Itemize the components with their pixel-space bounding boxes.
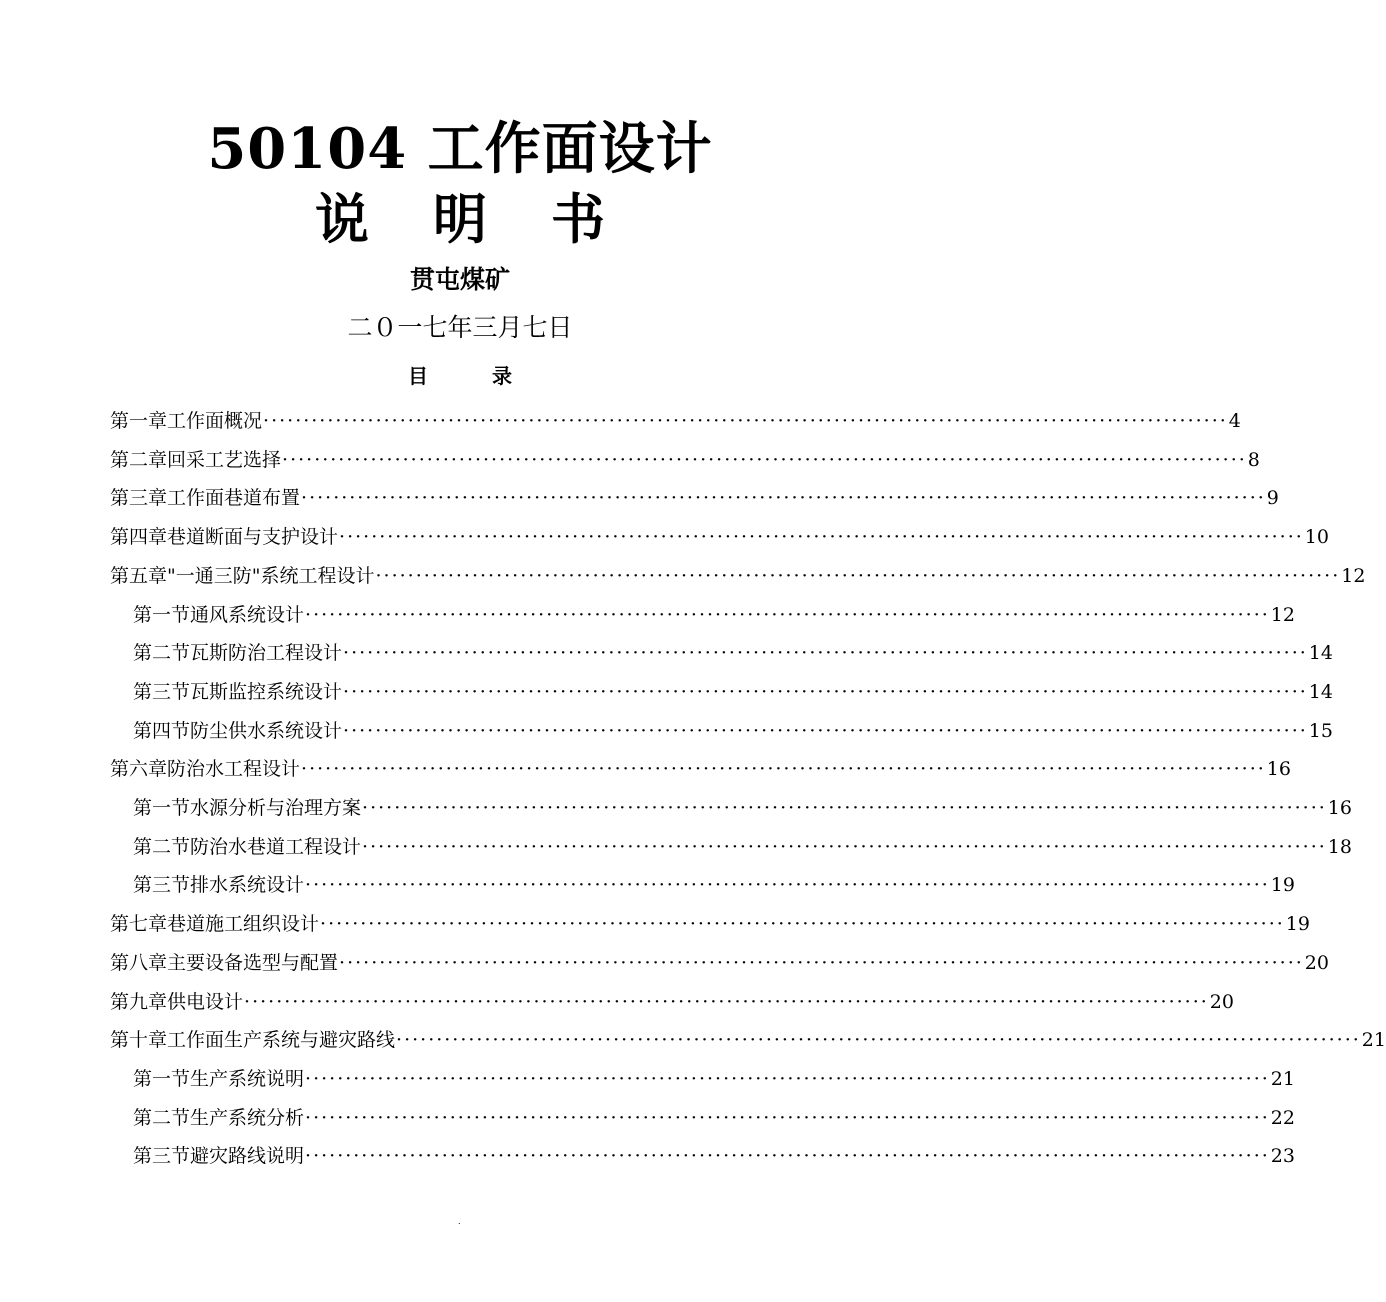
toc-entry-page: 15 [1308, 719, 1333, 742]
toc-chapter-entry[interactable] [110, 905, 1310, 943]
toc-chapter-entry[interactable] [110, 983, 1234, 1021]
toc-heading-char-1: 目 [408, 364, 428, 388]
toc-leader-dots: ························································································································ [343, 642, 1308, 665]
toc-leader-dots: ························································································································ [282, 448, 1247, 471]
toc-entry-number: 第五章 [110, 564, 168, 587]
toc-leader-dots: ························································································································ [362, 797, 1327, 819]
toc-leader-dots: ························································································································ [305, 603, 1270, 626]
toc-leader-dots: ························································································································ [320, 913, 1285, 936]
toc-entry-title: "一通三防"系统工程设计 [167, 564, 375, 587]
toc-entry-number: 第七章 [110, 913, 168, 936]
toc-entry-number: 第一章 [110, 410, 168, 432]
toc-leader-dots: ························································································································ [339, 526, 1304, 549]
toc-entry-number: 第二节 [133, 1106, 191, 1129]
toc-entry-title: 排水系统设计 [190, 874, 305, 897]
toc-entry-page: 21 [1361, 1029, 1386, 1052]
toc-leader-dots: ························································································································ [343, 719, 1308, 742]
subtitle-char-2: 明 [433, 187, 487, 251]
toc-section-entry[interactable] [133, 828, 1352, 866]
toc-entry-number: 第三节 [133, 1145, 191, 1168]
toc-leader-dots: ························································································································ [263, 410, 1228, 432]
toc-leader-dots: ························································································································ [396, 1029, 1361, 1052]
toc-entry-title: 回采工艺选择 [167, 448, 282, 471]
toc-entry-page: 19 [1285, 913, 1310, 936]
toc-section-entry[interactable] [133, 634, 1333, 672]
toc-chapter-entry[interactable] [110, 518, 1329, 556]
toc-entry-title: 巷道施工组织设计 [167, 913, 320, 936]
toc-section-entry[interactable] [133, 1060, 1295, 1098]
toc-leader-dots: ························································································································ [301, 487, 1266, 510]
toc-chapter-entry[interactable] [110, 1021, 1386, 1059]
toc-entry-page: 12 [1270, 603, 1295, 626]
toc-entry-page: 14 [1308, 680, 1333, 703]
toc-leader-dots: ························································································································ [305, 1067, 1270, 1090]
toc-entry-page: 16 [1266, 758, 1291, 781]
toc-entry-number: 第四章 [110, 526, 168, 549]
toc-chapter-entry[interactable] [110, 479, 1279, 517]
toc-leader-dots: ························································································································ [305, 1106, 1270, 1129]
toc-heading [0, 362, 920, 390]
toc-section-entry[interactable] [133, 1137, 1295, 1175]
document-date: 二０一七年三月七日 [347, 313, 573, 342]
toc-entry-title: 生产系统分析 [190, 1106, 305, 1129]
toc-entry-page: 20 [1304, 951, 1329, 974]
toc-entry-number: 第四节 [133, 719, 191, 742]
toc-entry-page: 16 [1327, 797, 1352, 819]
toc-entry-title: 水源分析与治理方案 [190, 797, 362, 819]
toc-chapter-entry[interactable] [110, 402, 1241, 440]
toc-heading-char-2: 录 [492, 364, 512, 388]
toc-entry-page: 9 [1266, 487, 1279, 510]
toc-entry-page: 4 [1228, 410, 1241, 432]
document-subtitle [0, 186, 920, 252]
toc-entry-title: 供电设计 [167, 990, 244, 1013]
toc-entry-number: 第二章 [110, 448, 168, 471]
document-title: 50104 工作面设计 [207, 116, 713, 182]
toc-entry-number: 第八章 [110, 951, 168, 974]
company-name: 贯屯煤矿 [409, 265, 510, 294]
toc-entry-number: 第二节 [133, 835, 191, 858]
toc-section-entry[interactable] [133, 789, 1352, 827]
toc-entry-page: 22 [1270, 1106, 1295, 1129]
toc-entry-title: 工作面生产系统与避灾路线 [167, 1029, 396, 1052]
toc-chapter-entry[interactable] [110, 441, 1260, 479]
toc-leader-dots: ························································································································ [339, 951, 1304, 974]
toc-entry-title: 防治水巷道工程设计 [190, 835, 362, 858]
toc-section-entry[interactable] [133, 712, 1333, 750]
toc-entry-page: 23 [1270, 1145, 1295, 1168]
toc-chapter-entry[interactable] [110, 557, 1366, 595]
toc-leader-dots: ························································································································ [244, 990, 1209, 1013]
toc-entry-number: 第一节 [133, 797, 191, 819]
toc-entry-title: 通风系统设计 [190, 603, 305, 626]
subtitle-char-1: 说 [315, 187, 369, 251]
toc-entry-title: 工作面概况 [167, 410, 263, 432]
toc-section-entry[interactable] [133, 1099, 1295, 1137]
toc-entry-number: 第二节 [133, 642, 191, 665]
toc-entry-number: 第一节 [133, 603, 191, 626]
toc-entry-number: 第六章 [110, 758, 168, 781]
toc-entry-page: 18 [1327, 835, 1352, 858]
toc-entry-page: 19 [1270, 874, 1295, 897]
toc-section-entry[interactable] [133, 673, 1333, 711]
toc-entry-title: 防尘供水系统设计 [190, 719, 343, 742]
toc-leader-dots: ························································································································ [305, 874, 1270, 897]
toc-entry-page: 8 [1247, 448, 1260, 471]
toc-section-entry[interactable] [133, 596, 1295, 634]
toc-leader-dots: ························································································································ [362, 835, 1327, 858]
toc-entry-title: 主要设备选型与配置 [167, 951, 339, 974]
page-marker: . [458, 1217, 461, 1226]
toc-section-entry[interactable] [133, 866, 1295, 904]
toc-entry-number: 第三节 [133, 874, 191, 897]
toc-chapter-entry[interactable] [110, 944, 1329, 982]
toc-entry-number: 第三章 [110, 487, 168, 510]
toc-entry-number: 第九章 [110, 990, 168, 1013]
toc-leader-dots: ························································································································ [305, 1145, 1270, 1168]
subtitle-char-3: 书 [551, 187, 605, 251]
toc-entry-page: 14 [1308, 642, 1333, 665]
toc-entry-number: 第一节 [133, 1067, 191, 1090]
toc-entry-page: 21 [1270, 1067, 1295, 1090]
toc-entry-title: 避灾路线说明 [190, 1145, 305, 1168]
toc-leader-dots: ························································································································ [343, 680, 1308, 703]
toc-entry-page: 10 [1304, 526, 1329, 549]
toc-entry-title: 巷道断面与支护设计 [167, 526, 339, 549]
toc-entry-number: 第三节 [133, 680, 191, 703]
toc-leader-dots: ························································································································ [375, 564, 1341, 587]
toc-entry-title: 工作面巷道布置 [167, 487, 301, 510]
toc-entry-title: 生产系统说明 [190, 1067, 305, 1090]
toc-chapter-entry[interactable] [110, 750, 1291, 788]
toc-entry-title: 瓦斯监控系统设计 [190, 680, 343, 703]
toc-entry-title: 防治水工程设计 [167, 758, 301, 781]
toc-entry-page: 20 [1209, 990, 1234, 1013]
toc-entry-page: 12 [1341, 564, 1366, 587]
toc-entry-title: 瓦斯防治工程设计 [190, 642, 343, 665]
toc-entry-number: 第十章 [110, 1029, 168, 1052]
toc-leader-dots: ························································································································ [301, 758, 1266, 781]
